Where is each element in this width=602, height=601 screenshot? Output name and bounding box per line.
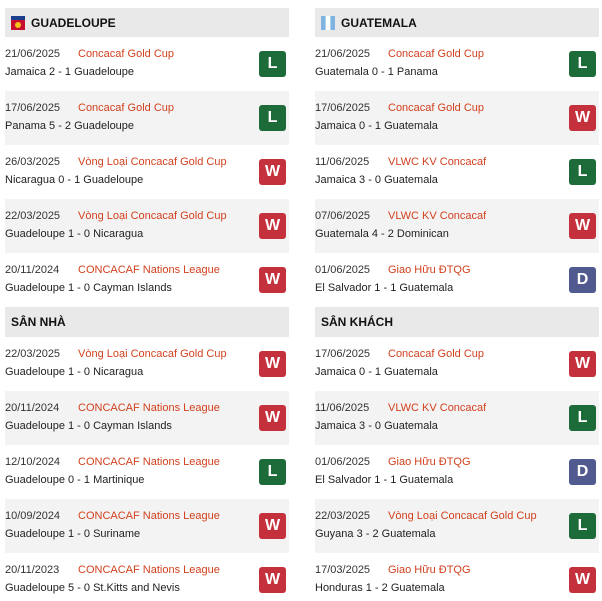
result-badge: W bbox=[569, 105, 596, 131]
result-badge: W bbox=[259, 159, 286, 185]
match-row[interactable] bbox=[5, 37, 289, 91]
match-date: 20/11/2024 bbox=[5, 264, 60, 276]
recent-matches-list bbox=[5, 37, 289, 307]
match-competition[interactable]: Vòng Loại Concacaf Gold Cup bbox=[78, 156, 227, 168]
team-name: GUADELOUPE bbox=[31, 15, 116, 30]
match-row[interactable] bbox=[5, 91, 289, 145]
match-row[interactable] bbox=[5, 145, 289, 199]
match-date: 17/06/2025 bbox=[5, 102, 61, 114]
match-competition[interactable]: Vòng Loại Concacaf Gold Cup bbox=[78, 210, 227, 222]
match-competition[interactable]: Concacaf Gold Cup bbox=[78, 48, 174, 60]
match-row[interactable] bbox=[315, 337, 599, 391]
match-date: 21/06/2025 bbox=[5, 48, 61, 60]
team-header-guatemala bbox=[315, 8, 599, 37]
result-badge: W bbox=[259, 267, 286, 293]
away-matches-list bbox=[315, 337, 599, 601]
match-score: Guadeloupe 0 - 1 Martinique bbox=[5, 474, 145, 486]
match-date: 20/11/2023 bbox=[5, 564, 60, 576]
match-date: 20/11/2024 bbox=[5, 402, 60, 414]
section-title: SÂN NHÀ bbox=[11, 315, 66, 329]
match-competition[interactable]: CONCACAF Nations League bbox=[78, 564, 220, 576]
result-badge: L bbox=[569, 513, 596, 539]
match-competition[interactable]: CONCACAF Nations League bbox=[78, 402, 220, 414]
match-competition[interactable]: Concacaf Gold Cup bbox=[388, 48, 484, 60]
match-score: Jamaica 3 - 0 Guatemala bbox=[315, 174, 438, 186]
section-header-away bbox=[315, 307, 599, 337]
result-badge: L bbox=[259, 459, 286, 485]
match-date: 21/06/2025 bbox=[315, 48, 371, 60]
match-date: 26/03/2025 bbox=[5, 156, 61, 168]
match-score: El Salvador 1 - 1 Guatemala bbox=[315, 474, 454, 486]
match-row[interactable] bbox=[5, 199, 289, 253]
result-badge: W bbox=[259, 213, 286, 239]
match-date: 10/09/2024 bbox=[5, 510, 61, 522]
match-score: Guadeloupe 1 - 0 Suriname bbox=[5, 528, 141, 540]
match-row[interactable] bbox=[315, 499, 599, 553]
match-date: 22/03/2025 bbox=[315, 510, 371, 522]
match-row[interactable] bbox=[5, 337, 289, 391]
match-row[interactable] bbox=[315, 391, 599, 445]
match-row[interactable] bbox=[5, 391, 289, 445]
match-score: Guadeloupe 1 - 0 Nicaragua bbox=[5, 366, 144, 378]
home-matches-list bbox=[5, 337, 289, 601]
match-row[interactable] bbox=[5, 253, 289, 307]
match-date: 12/10/2024 bbox=[5, 456, 61, 468]
match-date: 22/03/2025 bbox=[5, 210, 61, 222]
recent-matches-list bbox=[315, 37, 599, 307]
match-score: Panama 5 - 2 Guadeloupe bbox=[5, 120, 135, 132]
match-competition[interactable]: Vòng Loại Concacaf Gold Cup bbox=[388, 510, 537, 522]
match-score: Jamaica 3 - 0 Guatemala bbox=[315, 420, 438, 432]
match-date: 17/03/2025 bbox=[315, 564, 371, 576]
result-badge: L bbox=[259, 51, 286, 77]
match-date: 11/06/2025 bbox=[315, 402, 370, 414]
match-competition[interactable]: CONCACAF Nations League bbox=[78, 510, 220, 522]
match-score: El Salvador 1 - 1 Guatemala bbox=[315, 282, 454, 294]
result-badge: L bbox=[569, 159, 596, 185]
result-badge: W bbox=[569, 567, 596, 593]
section-header-home bbox=[5, 307, 289, 337]
match-score: Honduras 1 - 2 Guatemala bbox=[315, 582, 445, 594]
match-date: 11/06/2025 bbox=[315, 156, 370, 168]
section-title: SÂN KHÁCH bbox=[321, 315, 393, 329]
guadeloupe-column bbox=[5, 8, 289, 601]
match-row[interactable] bbox=[5, 445, 289, 499]
match-row[interactable] bbox=[315, 253, 599, 307]
result-badge: D bbox=[569, 459, 596, 485]
match-score: Guatemala 4 - 2 Dominican bbox=[315, 228, 449, 240]
match-date: 17/06/2025 bbox=[315, 102, 371, 114]
match-competition[interactable]: Vòng Loại Concacaf Gold Cup bbox=[78, 348, 227, 360]
match-row[interactable] bbox=[5, 553, 289, 601]
team-header-guadeloupe bbox=[5, 8, 289, 37]
match-competition[interactable]: Concacaf Gold Cup bbox=[78, 102, 174, 114]
result-badge: L bbox=[259, 105, 286, 131]
match-row[interactable] bbox=[315, 553, 599, 601]
team-name: GUATEMALA bbox=[341, 15, 417, 30]
guatemala-column bbox=[315, 8, 599, 601]
match-score: Jamaica 2 - 1 Guadeloupe bbox=[5, 66, 135, 78]
result-badge: D bbox=[569, 267, 596, 293]
match-competition[interactable]: VLWC KV Concacaf bbox=[388, 402, 487, 414]
match-date: 01/06/2025 bbox=[315, 456, 371, 468]
match-competition[interactable]: Giao Hữu ĐTQG bbox=[388, 564, 471, 576]
match-score: Nicaragua 0 - 1 Guadeloupe bbox=[5, 174, 144, 186]
match-score: Guadeloupe 1 - 0 Cayman Islands bbox=[5, 282, 172, 294]
result-badge: L bbox=[569, 51, 596, 77]
match-row[interactable] bbox=[5, 499, 289, 553]
guatemala-flag-icon bbox=[321, 16, 335, 30]
match-score: Jamaica 0 - 1 Guatemala bbox=[315, 366, 438, 378]
result-badge: W bbox=[259, 513, 286, 539]
result-badge: W bbox=[569, 213, 596, 239]
match-row[interactable] bbox=[315, 199, 599, 253]
match-row[interactable] bbox=[315, 445, 599, 499]
match-score: Guadeloupe 5 - 0 St.Kitts and Nevis bbox=[5, 582, 180, 594]
result-badge: W bbox=[569, 351, 596, 377]
match-row[interactable] bbox=[315, 91, 599, 145]
match-score: Guadeloupe 1 - 0 Nicaragua bbox=[5, 228, 144, 240]
match-date: 22/03/2025 bbox=[5, 348, 61, 360]
result-badge: W bbox=[259, 567, 286, 593]
match-date: 07/06/2025 bbox=[315, 210, 371, 222]
match-score: Guadeloupe 1 - 0 Cayman Islands bbox=[5, 420, 172, 432]
match-competition[interactable]: Concacaf Gold Cup bbox=[388, 102, 484, 114]
match-score: Jamaica 0 - 1 Guatemala bbox=[315, 120, 438, 132]
result-badge: W bbox=[259, 351, 286, 377]
match-competition[interactable]: Giao Hữu ĐTQG bbox=[388, 264, 471, 276]
match-competition[interactable]: CONCACAF Nations League bbox=[78, 456, 220, 468]
result-badge: W bbox=[259, 405, 286, 431]
match-competition[interactable]: Giao Hữu ĐTQG bbox=[388, 456, 471, 468]
match-competition[interactable]: VLWC KV Concacaf bbox=[388, 210, 487, 222]
result-badge: L bbox=[569, 405, 596, 431]
match-competition[interactable]: Concacaf Gold Cup bbox=[388, 348, 484, 360]
match-competition[interactable]: VLWC KV Concacaf bbox=[388, 156, 487, 168]
match-date: 01/06/2025 bbox=[315, 264, 371, 276]
match-date: 17/06/2025 bbox=[315, 348, 371, 360]
match-competition[interactable]: CONCACAF Nations League bbox=[78, 264, 220, 276]
match-score: Guatemala 0 - 1 Panama bbox=[315, 66, 438, 78]
match-row[interactable] bbox=[315, 37, 599, 91]
match-row[interactable] bbox=[315, 145, 599, 199]
guadeloupe-flag-icon bbox=[11, 16, 25, 30]
match-score: Guyana 3 - 2 Guatemala bbox=[315, 528, 436, 540]
